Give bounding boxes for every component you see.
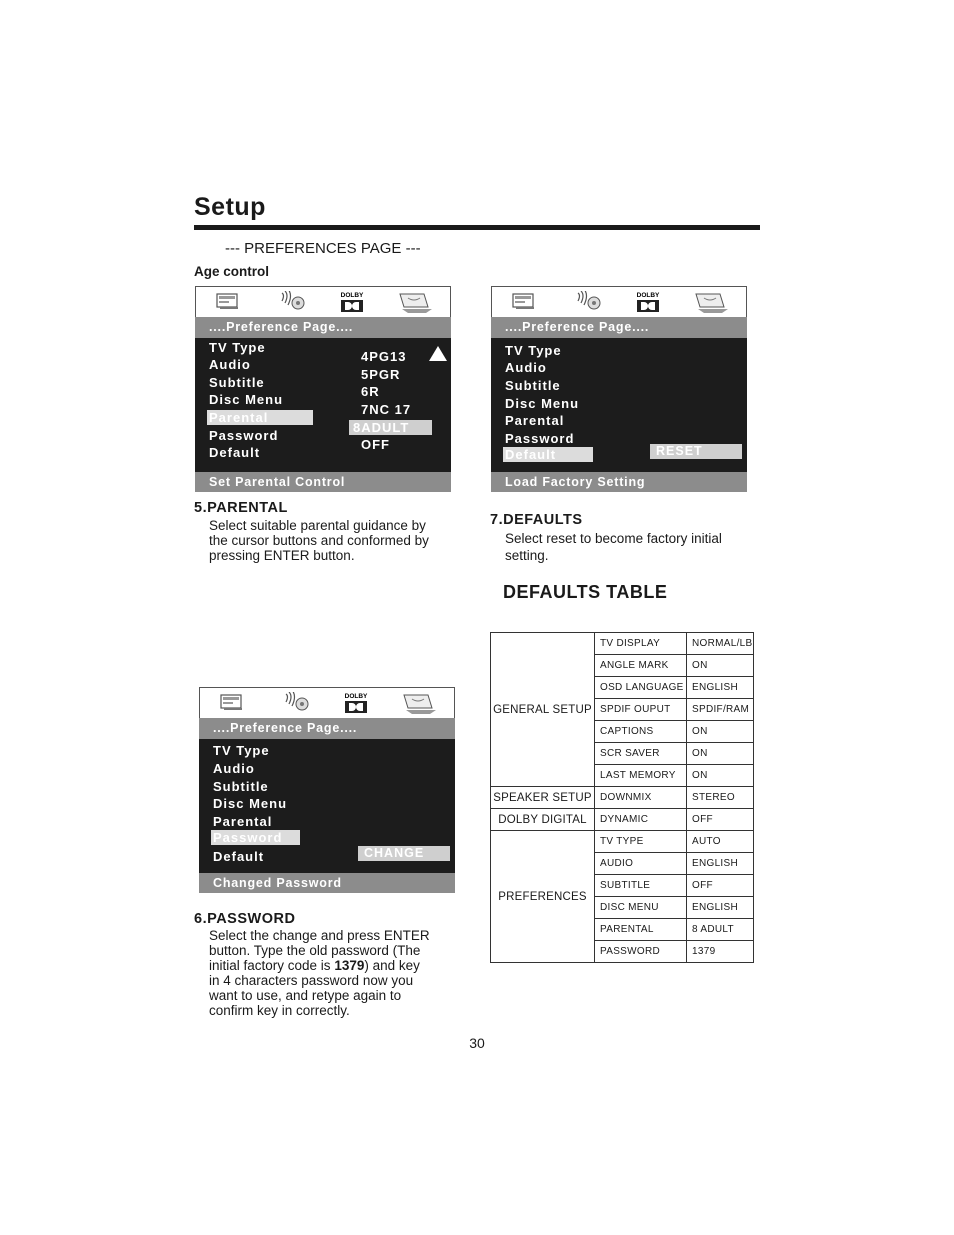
parental-option[interactable]: 5PGR: [361, 367, 401, 382]
defaults-section-title: 7.DEFAULTS: [490, 512, 583, 528]
osd-footer-label: Load Factory Setting: [505, 475, 646, 489]
menu-item-tv-type[interactable]: TV Type: [213, 743, 270, 758]
defaults-section-body: [505, 530, 722, 564]
setting-name-cell: DOWNMIX: [595, 787, 687, 809]
dolby-label: DOLBY: [344, 693, 368, 700]
menu-item-password-selected[interactable]: Password: [211, 830, 300, 845]
setting-name-cell: ANGLE MARK: [595, 655, 687, 677]
page-title: Setup: [194, 193, 266, 221]
dolby-label: DOLBY: [340, 292, 364, 299]
setting-value-cell: ENGLISH: [687, 897, 754, 919]
general-setup-icon: [220, 692, 244, 712]
osd-footer-label: Set Parental Control: [209, 475, 346, 489]
setting-name-cell: TV TYPE: [595, 831, 687, 853]
menu-item-default-selected[interactable]: Default: [503, 447, 593, 462]
menu-item-audio[interactable]: Audio: [209, 357, 251, 372]
speaker-setup-icon: [282, 692, 312, 712]
body-line: setting.: [505, 548, 549, 563]
body-line: button. Type the old password (The: [209, 943, 421, 958]
body-line: confirm key in correctly.: [209, 1003, 350, 1018]
setting-name-cell: DISC MENU: [595, 897, 687, 919]
setting-value-cell: OFF: [687, 809, 754, 831]
table-row: [491, 831, 754, 853]
setting-value-cell: 1379: [687, 941, 754, 963]
title-rule: [194, 225, 760, 230]
setting-value-cell: 8 ADULT: [687, 919, 754, 941]
dolby-icon: [336, 291, 368, 313]
password-section-body: [209, 928, 430, 1018]
setting-value-cell: AUTO: [687, 831, 754, 853]
dolby-icon: [340, 692, 372, 714]
setting-value-cell: OFF: [687, 875, 754, 897]
factory-code: 1379: [334, 958, 365, 973]
table-row: [491, 633, 754, 655]
menu-item-subtitle[interactable]: Subtitle: [213, 779, 269, 794]
osd-icon-bar: [199, 687, 455, 718]
osd-header: [195, 317, 451, 338]
dolby-icon: [632, 291, 664, 313]
body-line: Select the change and press ENTER: [209, 928, 430, 943]
osd-footer: [199, 873, 455, 893]
osd-header-label: ....Preference Page....: [209, 320, 354, 334]
menu-item-disc-menu[interactable]: Disc Menu: [209, 392, 284, 407]
setting-name-cell: SCR SAVER: [595, 743, 687, 765]
setting-value-cell: ON: [687, 721, 754, 743]
preference-icon: [692, 291, 732, 315]
body-line: pressing ENTER button.: [209, 548, 355, 563]
setting-value-cell: SPDIF/RAM: [687, 699, 754, 721]
setting-name-cell: CAPTIONS: [595, 721, 687, 743]
parental-option[interactable]: OFF: [361, 437, 390, 452]
menu-item-subtitle[interactable]: Subtitle: [505, 378, 561, 393]
body-line: the cursor buttons and conformed by: [209, 533, 429, 548]
group-cell: PREFERENCES: [491, 831, 595, 963]
menu-item-tv-type[interactable]: TV Type: [505, 343, 562, 358]
setting-value-cell: ON: [687, 743, 754, 765]
osd-body: [199, 739, 455, 873]
setting-value-cell: ON: [687, 655, 754, 677]
osd-body: [491, 338, 747, 472]
osd-footer-label: Changed Password: [213, 876, 342, 890]
osd-footer: [195, 472, 451, 492]
setting-value-cell: NORMAL/LB: [687, 633, 754, 655]
setting-name-cell: OSD LANGUAGE: [595, 677, 687, 699]
osd-icon-bar: [491, 286, 747, 317]
setting-value-cell: ON: [687, 765, 754, 787]
osd-header: [199, 718, 455, 739]
setting-name-cell: LAST MEMORY: [595, 765, 687, 787]
parental-option[interactable]: 6R: [361, 384, 380, 399]
parental-section-title: 5.PARENTAL: [194, 500, 288, 516]
body-line: want to use, and retype again to: [209, 988, 402, 1003]
osd-password-screen: [199, 687, 455, 893]
osd-parental-screen: [195, 286, 451, 492]
preference-icon: [396, 291, 436, 315]
parental-section-body: [209, 518, 429, 563]
menu-item-password[interactable]: Password: [505, 431, 575, 446]
setting-name-cell: SUBTITLE: [595, 875, 687, 897]
speaker-setup-icon: [574, 291, 604, 311]
setting-value-cell: ENGLISH: [687, 853, 754, 875]
menu-item-parental-selected[interactable]: Parental: [207, 410, 313, 425]
menu-item-parental[interactable]: Parental: [505, 413, 565, 428]
menu-item-tv-type[interactable]: TV Type: [209, 340, 266, 355]
setting-name-cell: PARENTAL: [595, 919, 687, 941]
menu-item-parental[interactable]: Parental: [213, 814, 273, 829]
osd-header: [491, 317, 747, 338]
setting-name-cell: AUDIO: [595, 853, 687, 875]
menu-item-default[interactable]: Default: [209, 445, 261, 460]
menu-item-audio[interactable]: Audio: [505, 360, 547, 375]
osd-header-label: ....Preference Page....: [213, 721, 358, 735]
table-row: [491, 787, 754, 809]
body-line: Select reset to become factory initial: [505, 531, 722, 546]
setting-name-cell: DYNAMIC: [595, 809, 687, 831]
general-setup-icon: [512, 291, 536, 311]
table-row: [491, 809, 754, 831]
defaults-table-title: DEFAULTS TABLE: [503, 582, 668, 602]
preference-icon: [400, 692, 440, 716]
page-number: 30: [469, 1035, 485, 1051]
general-setup-icon: [216, 291, 240, 311]
body-line: [209, 958, 430, 973]
group-cell: DOLBY DIGITAL: [491, 809, 595, 831]
change-button[interactable]: CHANGE: [358, 846, 450, 861]
setting-value-cell: STEREO: [687, 787, 754, 809]
body-text: ) and key: [364, 958, 420, 973]
body-line: Select suitable parental guidance by: [209, 518, 426, 533]
group-cell: GENERAL SETUP: [491, 633, 595, 787]
menu-item-default[interactable]: Default: [213, 849, 265, 864]
parental-option[interactable]: 4PG13: [361, 349, 407, 364]
osd-header-label: ....Preference Page....: [505, 320, 650, 334]
menu-item-disc-menu[interactable]: Disc Menu: [505, 396, 580, 411]
dolby-label: DOLBY: [636, 292, 660, 299]
reset-button[interactable]: RESET: [650, 444, 742, 459]
group-cell: SPEAKER SETUP: [491, 787, 595, 809]
setting-name-cell: SPDIF OUPUT: [595, 699, 687, 721]
osd-footer: [491, 472, 747, 492]
body-text: initial factory code is: [209, 958, 335, 973]
menu-item-disc-menu[interactable]: Disc Menu: [213, 796, 288, 811]
osd-body: [195, 338, 451, 472]
speaker-setup-icon: [278, 291, 308, 311]
defaults-table: [490, 632, 754, 963]
age-control-label: Age control: [194, 264, 270, 279]
menu-item-audio[interactable]: Audio: [213, 761, 255, 776]
password-section-title: 6.PASSWORD: [194, 911, 296, 927]
scroll-up-arrow-icon[interactable]: [429, 346, 447, 361]
setting-name-cell: PASSWORD: [595, 941, 687, 963]
parental-option-selected[interactable]: 8ADULT: [349, 420, 432, 435]
osd-defaults-screen: [491, 286, 747, 492]
preferences-heading: --- PREFERENCES PAGE ---: [225, 240, 421, 257]
menu-item-subtitle[interactable]: Subtitle: [209, 375, 265, 390]
body-line: in 4 characters password now you: [209, 973, 414, 988]
menu-item-password[interactable]: Password: [209, 428, 279, 443]
osd-icon-bar: [195, 286, 451, 317]
setting-name-cell: TV DISPLAY: [595, 633, 687, 655]
setting-value-cell: ENGLISH: [687, 677, 754, 699]
parental-option[interactable]: 7NC 17: [361, 402, 412, 417]
